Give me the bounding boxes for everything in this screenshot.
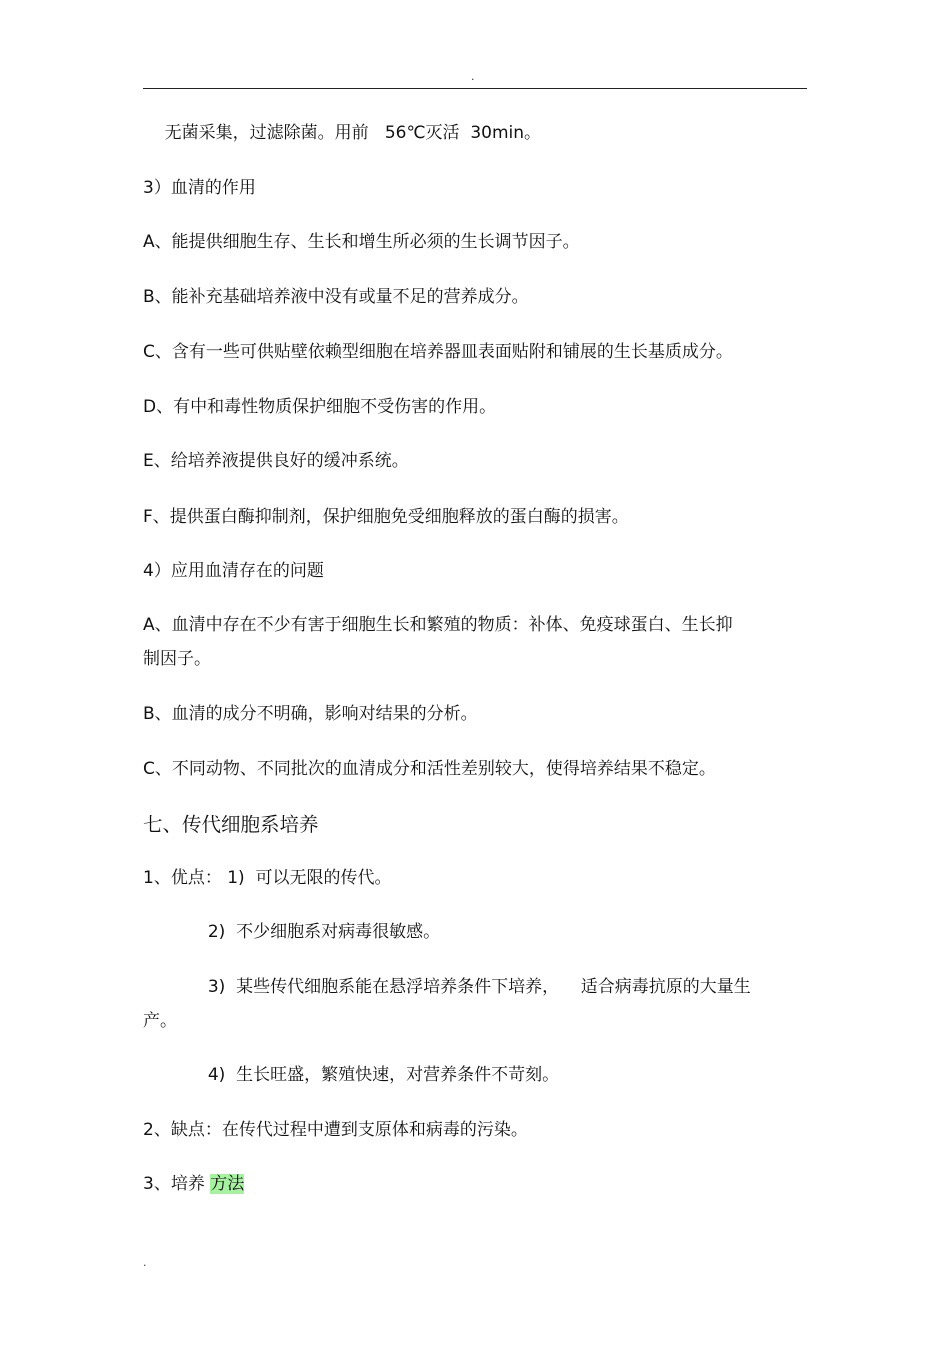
- list-item: B、能补充基础培养液中没有或量不足的营养成分。: [143, 287, 529, 307]
- list-item: B、血清的成分不明确，影响对结果的分析。: [143, 704, 478, 724]
- list-item-continuation: 产。: [143, 1011, 177, 1031]
- list-item: 2) 不少细胞系对病毒很敏感。: [143, 922, 441, 942]
- header-mark: .: [471, 70, 475, 83]
- list-item: A、血清中存在不少有害于细胞生长和繁殖的物质：补体、免疫球蛋白、生长抑: [143, 615, 733, 635]
- list-item: A、能提供细胞生存、生长和增生所必须的生长调节因子。: [143, 232, 580, 252]
- list-item: C、含有一些可供贴壁依赖型细胞在培养器皿表面贴附和铺展的生长基质成分。: [143, 342, 733, 362]
- header-rule: [143, 88, 807, 89]
- footer-mark: .: [143, 1256, 147, 1269]
- list-item: 1、优点： 1) 可以无限的传代。: [143, 868, 392, 888]
- list-item: D、有中和毒性物质保护细胞不受伤害的作用。: [143, 397, 497, 417]
- section-title-serum-function: 3）血清的作用: [143, 178, 256, 198]
- highlighted-text: 方法: [210, 1174, 245, 1194]
- list-item: 4) 生长旺盛，繁殖快速，对营养条件不苛刻。: [143, 1065, 560, 1085]
- list-item-continuation: 制因子。: [143, 649, 211, 669]
- text-line: 无菌采集，过滤除菌。用前 56℃灭活 30min。: [143, 123, 542, 143]
- chapter-heading: 七、传代细胞系培养: [143, 813, 319, 836]
- section-title-serum-problems: 4）应用血清存在的问题: [143, 561, 324, 581]
- list-item: 2、缺点：在传代过程中遭到支原体和病毒的污染。: [143, 1120, 528, 1140]
- list-item: [143, 1173, 244, 1195]
- list-item: C、不同动物、不同批次的血清成分和活性差别较大，使得培养结果不稳定。: [143, 759, 716, 779]
- list-item: E、给培养液提供良好的缓冲系统。: [143, 451, 409, 471]
- culture-label: 3、培养: [143, 1174, 211, 1194]
- list-item: F、提供蛋白酶抑制剂，保护细胞免受细胞释放的蛋白酶的损害。: [143, 507, 629, 527]
- list-item: 3) 某些传代细胞系能在悬浮培养条件下培养， 适合病毒抗原的大量生: [143, 977, 751, 997]
